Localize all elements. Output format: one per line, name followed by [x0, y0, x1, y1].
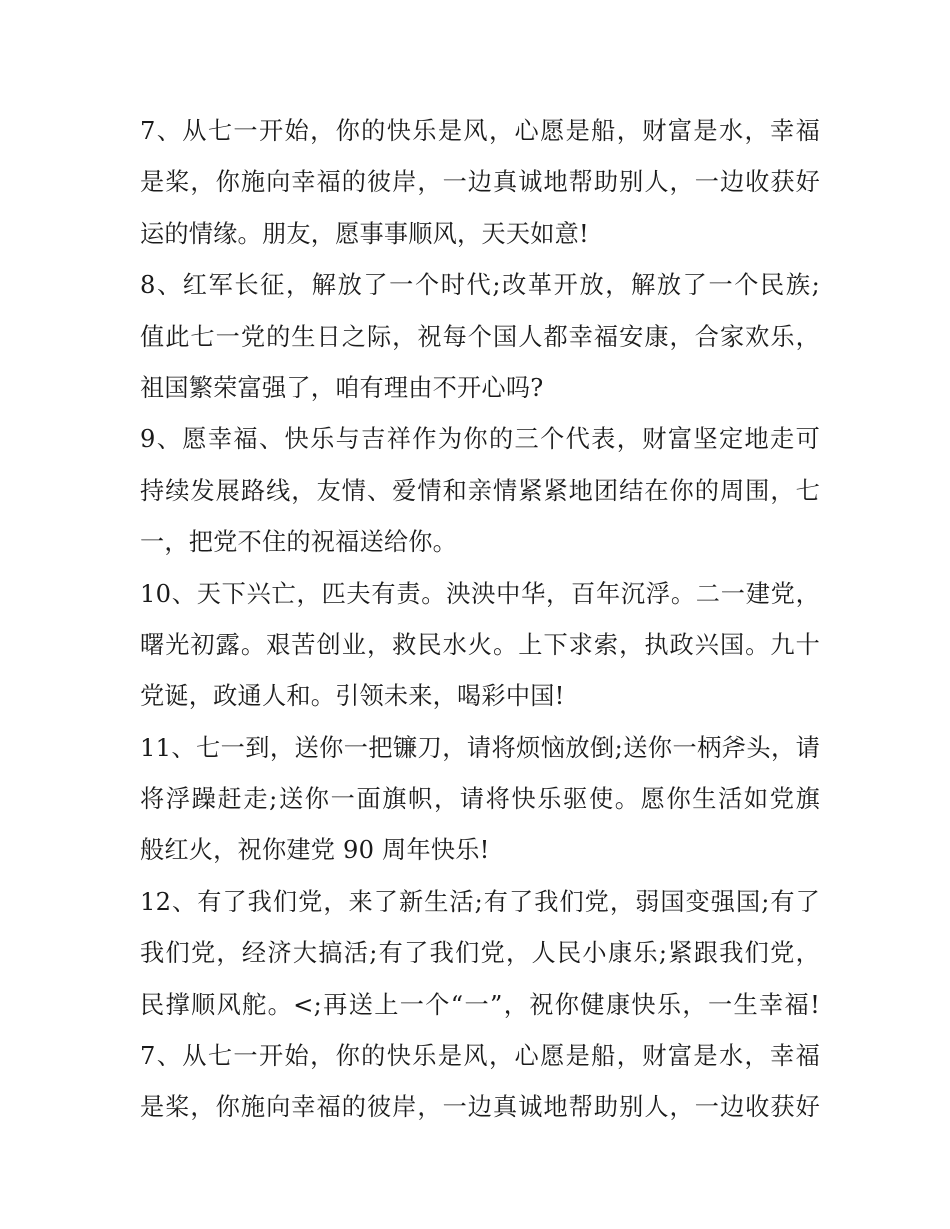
text-line: 9、愿幸福、快乐与吉祥作为你的三个代表，财富坚定地走可	[140, 425, 820, 454]
text-line: 是桨，你施向幸福的彼岸，一边真诚地帮助别人，一边收获好	[140, 168, 820, 197]
text-line: 般红火，祝你建党 90 周年快乐!	[140, 836, 490, 865]
text-line: 党诞，政通人和。引领未来，喝彩中国!	[140, 682, 565, 711]
text-line: 运的情缘。朋友，愿事事顺风，天天如意!	[140, 219, 589, 248]
text-line: 我们党，经济大搞活;有了我们党，人民小康乐;紧跟我们党，	[140, 939, 820, 968]
text-line: 持续发展路线，友情、爱情和亲情紧紧地团结在你的周围，七	[140, 476, 820, 505]
text-line: 8、红军长征，解放了一个时代;改革开放，解放了一个民族;	[140, 271, 820, 300]
document-body	[140, 106, 820, 1134]
text-line: 一，把党不住的祝福送给你。	[140, 528, 458, 557]
text-line: 7、从七一开始，你的快乐是风，心愿是船，财富是水，幸福	[140, 117, 820, 145]
text-line: 11、七一到，送你一把镰刀，请将烦恼放倒;送你一柄斧头，请	[140, 733, 820, 762]
text-line: 12、有了我们党，来了新生活;有了我们党，弱国变强国;有了	[140, 887, 820, 916]
text-line: 民撑顺风舵。<;再送上一个“一”，祝你健康快乐，一生幸福!	[140, 990, 820, 1019]
text-line: 曙光初露。艰苦创业，救民水火。上下求索，执政兴国。九十	[140, 630, 820, 659]
text-line: 值此七一党的生日之际，祝每个国人都幸福安康，合家欢乐，	[140, 322, 820, 351]
text-line: 10、天下兴亡，匹夫有责。泱泱中华，百年沉浮。二一建党，	[140, 579, 820, 608]
text-line: 7、从七一开始，你的快乐是风，心愿是船，财富是水，幸福	[140, 1042, 820, 1071]
text-line: 将浮躁赶走;送你一面旗帜，请将快乐驱使。愿你生活如党旗	[140, 785, 820, 814]
text-line: 祖国繁荣富强了，咱有理由不开心吗?	[140, 373, 544, 402]
text-line: 是桨，你施向幸福的彼岸，一边真诚地帮助别人，一边收获好	[140, 1093, 820, 1122]
